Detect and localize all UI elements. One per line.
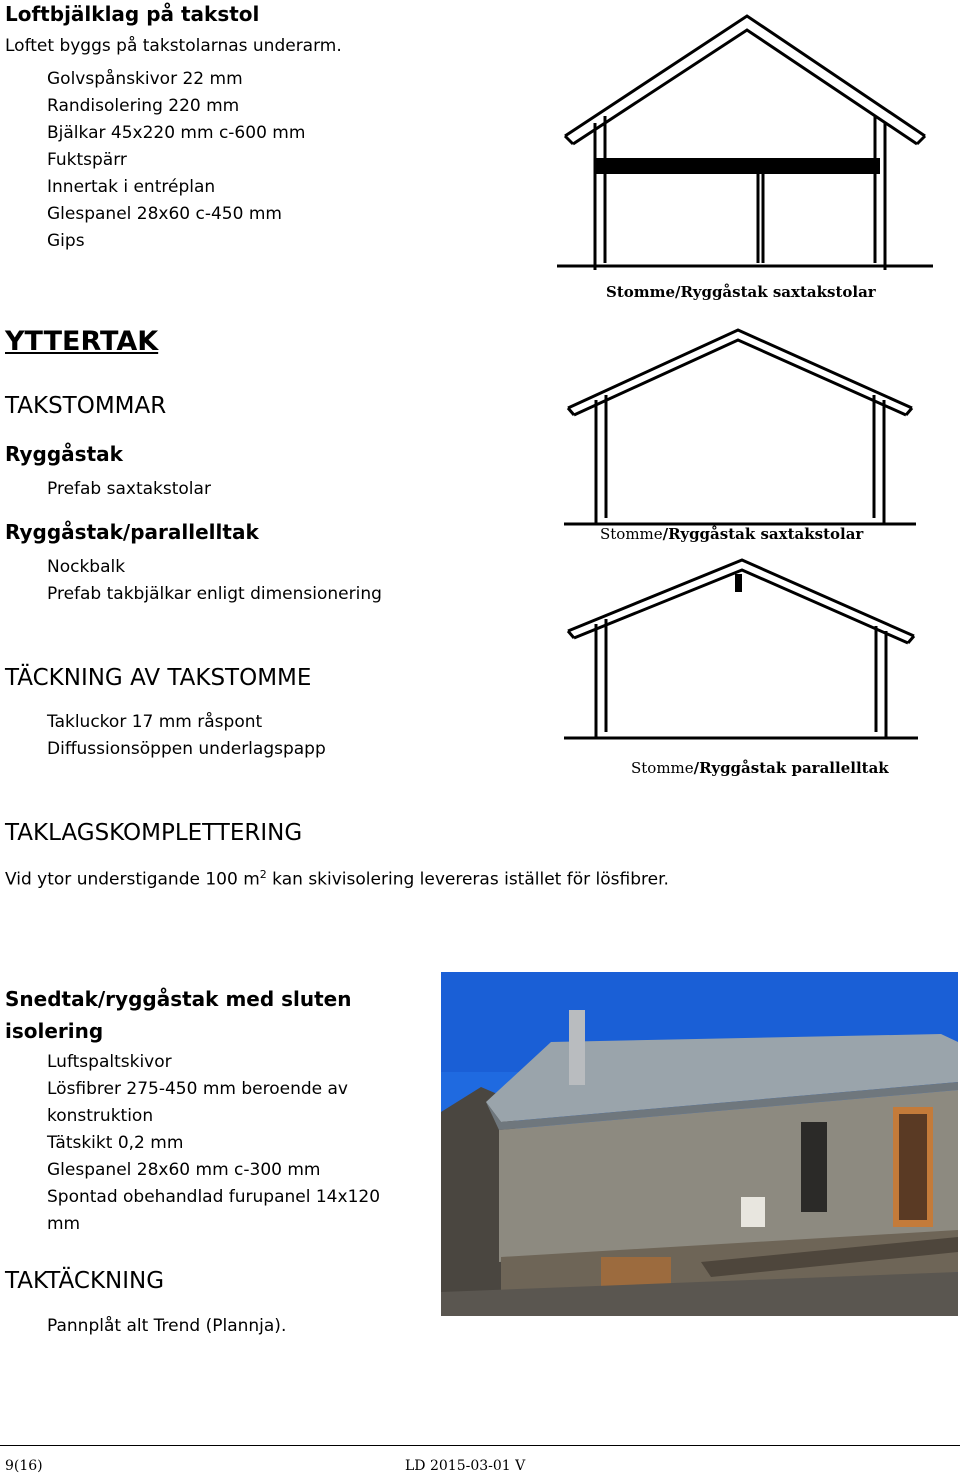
figure-caption: Stomme/Ryggåstak saxtakstolar [600, 525, 864, 543]
section-intro: Loftet byggs på takstolarnas underarm. [5, 36, 342, 56]
page-number: 9(16) [5, 1458, 43, 1474]
list-item: Glespanel 28x60 c-450 mm [47, 204, 282, 224]
figure-saxtakstolar [560, 328, 920, 528]
heading-yttertak: YTTERTAK [5, 326, 159, 357]
list-item: Prefab saxtakstolar [47, 479, 211, 499]
list-item: Innertak i entréplan [47, 177, 216, 197]
list-item: Fuktspärr [47, 150, 127, 170]
taklag-text: Vid ytor understigande 100 $m^2$ kan skivisolering levereras istället för lösfibrer. [5, 868, 669, 890]
list-item: Prefab takbjälkar enligt dimensionering [47, 584, 382, 604]
parallelltak-list [47, 554, 382, 608]
heading-snedtak: Snedtak/ryggåstak med sluten isolering [5, 987, 352, 1043]
heading-tackning: TÄCKNING AV TAKSTOMME [5, 665, 312, 691]
list-item: Spontad obehandlad furupanel 14x120 [47, 1187, 381, 1207]
list-item: Diffussionsöppen underlagspapp [47, 739, 326, 759]
tackning-list [47, 709, 326, 763]
house-photo [441, 972, 958, 1316]
figure-caption: Stomme/Ryggåstak saxtakstolar [606, 283, 876, 301]
list-item: Luftspaltskivor [47, 1052, 172, 1072]
heading-parallelltak: Ryggåstak/parallelltak [5, 520, 259, 544]
figure-parallelltak [560, 556, 922, 746]
list-item: konstruktion [47, 1106, 154, 1126]
loft-list [47, 66, 305, 255]
list-item: Glespanel 28x60 mm c-300 mm [47, 1160, 321, 1180]
doc-id: LD 2015-03-01 V [405, 1458, 526, 1474]
list-item: Nockbalk [47, 557, 126, 577]
heading-taktackning: TAKTÄCKNING [5, 1268, 165, 1294]
figure-saxtakstolar-loft [555, 8, 935, 278]
list-item: Tätskikt 0,2 mm [47, 1133, 184, 1153]
list-item: Bjälkar 45x220 mm c-600 mm [47, 123, 306, 143]
snedtak-list [47, 1049, 380, 1238]
list-item: Takluckor 17 mm råspont [47, 712, 263, 732]
list-item: mm [47, 1214, 81, 1234]
list-item: Randisolering 220 mm [47, 96, 240, 116]
section-title-loftbjalklag: Loftbjälklag på takstol [5, 2, 260, 26]
figure-caption: Stomme/Ryggåstak parallelltak [631, 759, 889, 777]
heading-taklagskomplettering: TAKLAGSKOMPLETTERING [5, 820, 303, 846]
list-item: Gips [47, 231, 85, 251]
list-item: Golvspånskivor 22 mm [47, 69, 243, 89]
heading-takstommar: TAKSTOMMAR [5, 393, 167, 419]
list-item: Pannplåt alt Trend (Plannja). [47, 1316, 287, 1336]
heading-ryggastak: Ryggåstak [5, 442, 123, 466]
footer-divider [0, 1445, 960, 1446]
list-item: Lösfibrer 275-450 mm beroende av [47, 1079, 348, 1099]
